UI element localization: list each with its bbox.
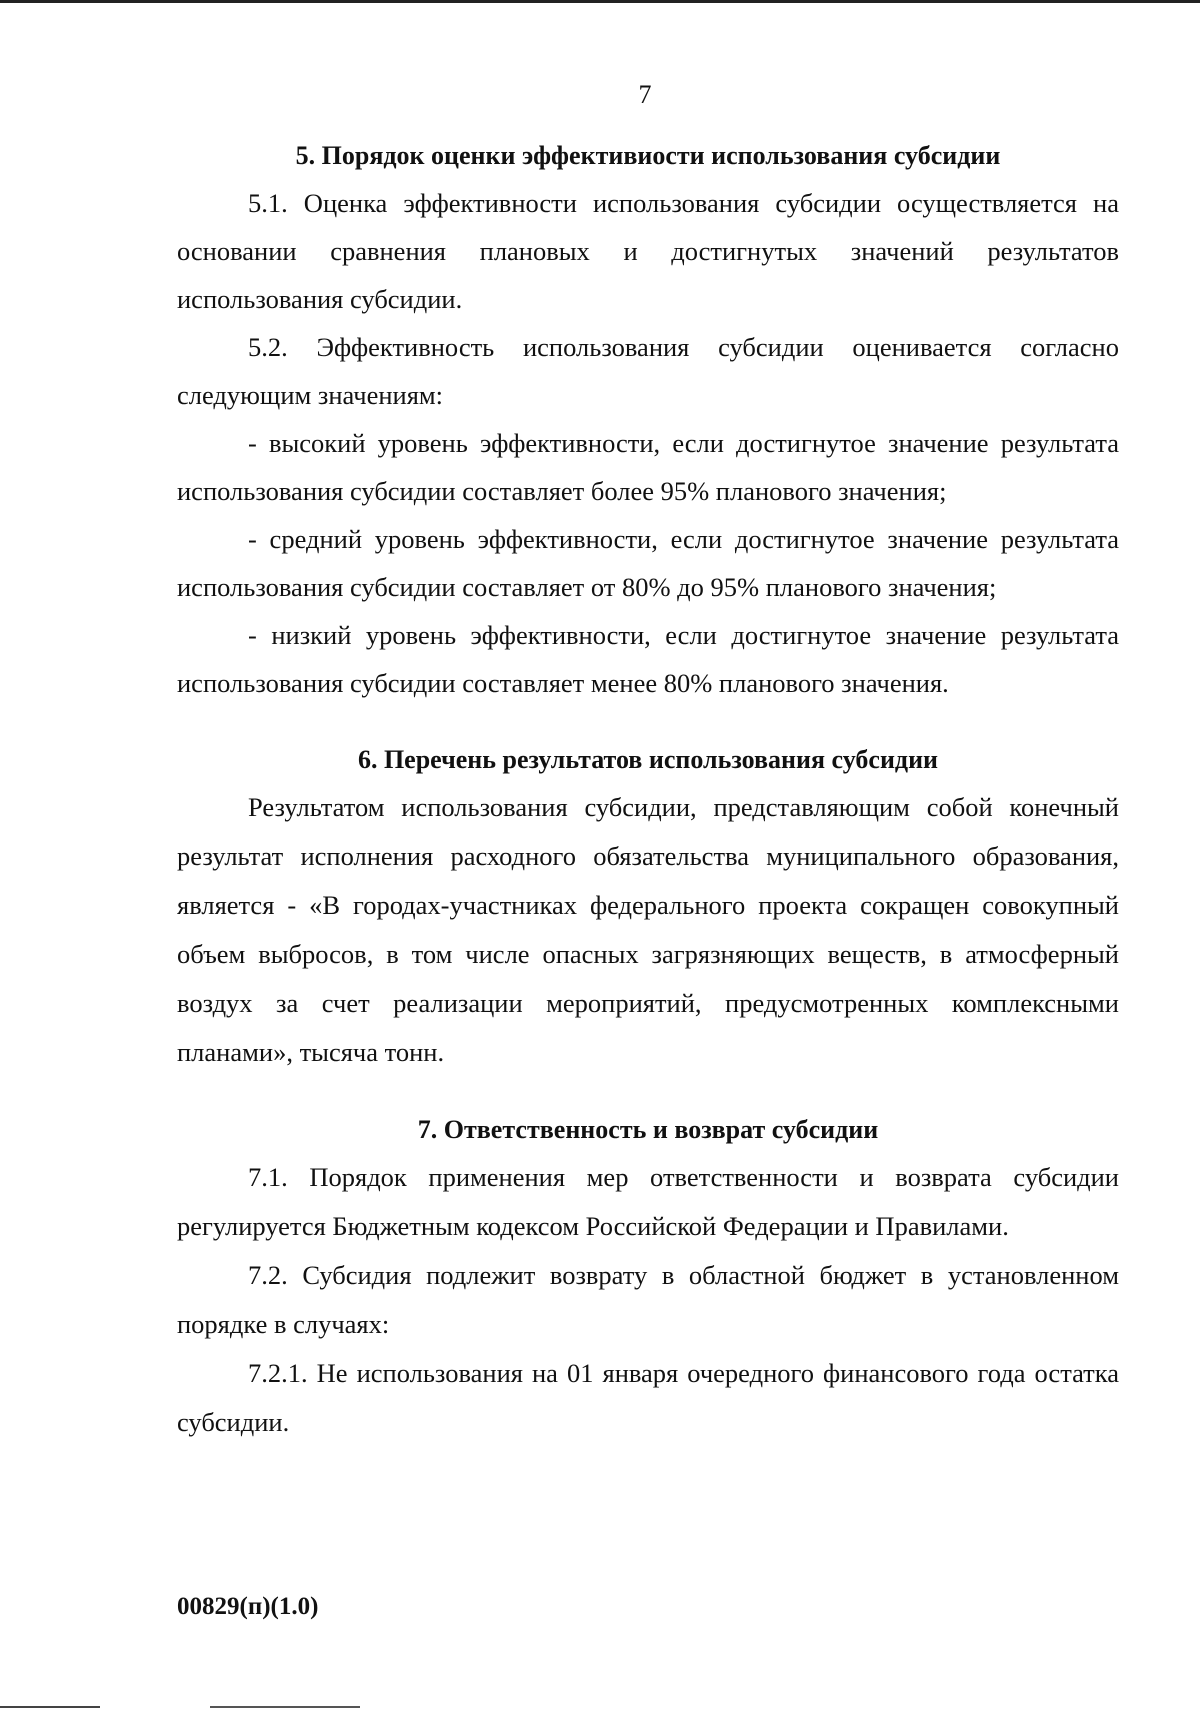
paragraph-5-2: 5.2. Эффективность использования субсидии оценивается согласно следующим значениям: [177,332,1119,410]
top-border-line [0,0,1200,3]
paragraph-7-1: 7.1. Порядок применения мер ответственности и возврата субсидии регулируется Бюджетным кодексом Российской Федерации и Правилами. [177,1162,1119,1241]
paragraph-5-1: 5.1. Оценка эффективности использования субсидии осуществляется на основании сравнения плановых и достигнутых значений результатов использования субсидии. [177,188,1119,314]
document-body [177,133,1119,1447]
section-5-heading: 5. Порядок оценки эффективиости использования субсидии [295,141,1001,170]
paragraph-7-2: 7.2. Субсидия подлежит возврату в областной бюджет в установленном порядке в случаях: [177,1260,1119,1339]
list-item-medium-efficiency: - средний уровень эффективности, если достигнутое значение результата использования субсидии составляет от 80% до 95% планового значения; [177,524,1119,602]
document-code: 00829(п)(1.0) [177,1593,319,1620]
page-number: 7 [638,80,652,109]
bottom-scan-line-left [0,1706,100,1708]
paragraph-6-1: Результатом использования субсидии, представляющим собой конечный результат исполнения расходного обязательства муниципального образования, является - «В городах-участниках федерального проекта сокращен совокупный объем выбросов, в том числе опасных загрязняющих веществ, в атмосферный воздух за счет реализации мероприятий, предусмотренных комплексными планами», тысяча тонн. [177,792,1119,1067]
list-item-high-efficiency: - высокий уровень эффективности, если достигнутое значение результата использования субсидии составляет более 95% планового значения; [177,428,1119,506]
bottom-scan-line-right [210,1706,360,1708]
paragraph-7-2-1: 7.2.1. Не использования на 01 января очередного финансового года остатка субсидии. [177,1358,1119,1437]
list-item-low-efficiency: - низкий уровень эффективности, если достигнутое значение результата использования субсидии составляет менее 80% планового значения. [177,620,1119,698]
section-6-heading: 6. Перечень результатов использования субсидии [357,745,939,774]
section-7-heading: 7. Ответственность и возврат субсидии [417,1115,879,1144]
